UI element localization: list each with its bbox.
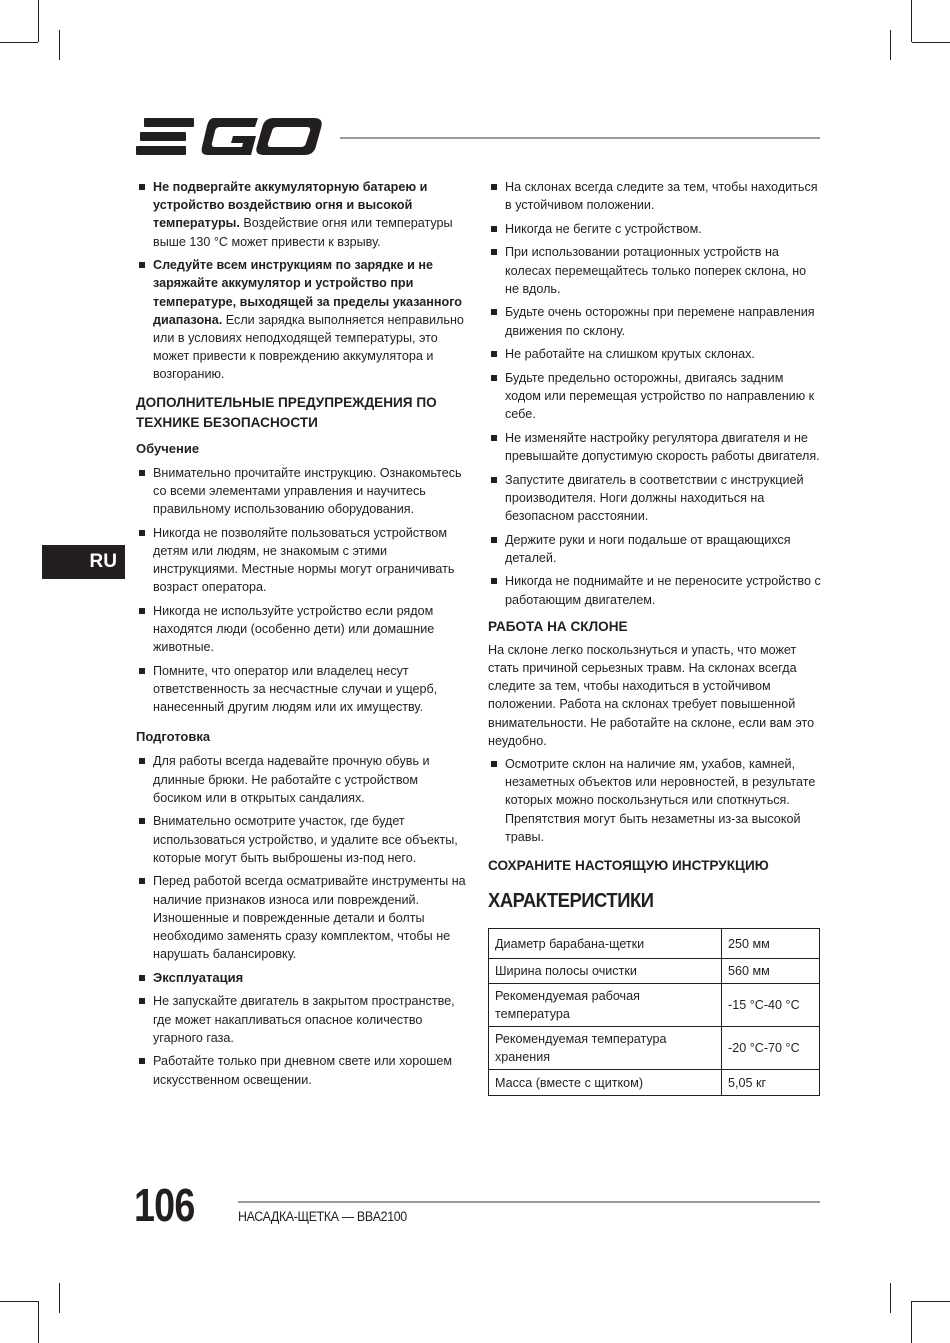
footer-rule [238, 1201, 820, 1203]
spec-label: Диаметр барабана-щетки [489, 929, 722, 959]
spec-label: Рекомендуемая рабочая температура [489, 984, 722, 1027]
preparation-list [136, 752, 468, 1088]
item-text: Воздействие огня или температуры выше 130 °C может привести к взрыву. [153, 216, 453, 249]
table-row [489, 959, 820, 984]
slope-title: РАБОТА НА СКЛОНЕ [488, 618, 628, 634]
list-item: Никогда не бегите с устройством. [488, 220, 822, 238]
spec-value: 5,05 кг [722, 1070, 820, 1096]
list-item: На склонах всегда следите за тем, чтобы находиться в устойчивом положении. [488, 178, 822, 214]
slope-list [488, 755, 822, 846]
crop-mark [38, 1301, 39, 1343]
save-instructions-title: СОХРАНИТЕ НАСТОЯЩУЮ ИНСТРУКЦИЮ [488, 858, 769, 874]
section-title: ДОПОЛНИТЕЛЬНЫЕ ПРЕДУПРЕЖДЕНИЯ ПО ТЕХНИКЕ БЕЗОПАСНОСТИ [136, 394, 437, 430]
list-item: Перед работой всегда осматривайте инструменты на наличие признаков износа или повреждений. Изношенные и поврежденные детали и болты необходимо заменять сразу комплектом, чтобы не нарушать балансировку. [136, 872, 468, 963]
spec-value: -15 °C-40 °C [722, 984, 820, 1027]
spec-value: 560 мм [722, 959, 820, 984]
table-row [489, 984, 820, 1027]
list-item: Никогда не используйте устройство если рядом находятся люди (особенно дети) или домашние животные. [136, 602, 468, 657]
list-item: Будьте очень осторожны при перемене направления движения по склону. [488, 303, 822, 339]
list-item: При использовании ротационных устройств на колесах перемещайтесь только поперек склона, но не вдоль. [488, 243, 822, 298]
list-item: Никогда не поднимайте и не переносите устройство с работающим двигателем. [488, 572, 822, 608]
crop-mark [59, 1283, 60, 1313]
list-item: Держите руки и ноги подальше от вращающихся деталей. [488, 531, 822, 567]
crop-mark [59, 30, 60, 60]
specs-title: ХАРАКТЕРИСТИКИ [488, 890, 654, 913]
table-row [489, 929, 820, 959]
right-column [488, 178, 822, 1096]
crop-mark [911, 0, 912, 42]
bold-lead: Следуйте всем инструкциям по зарядке и не заряжайте аккумулятор и устройство при температуре, выходящей за пределы указанного диапазона. [153, 258, 462, 327]
list-item: Помните, что оператор или владелец несут ответственность за несчастные случаи и ущерб, нанесенный другим людям или их имуществу. [136, 662, 468, 717]
list-item: Запустите двигатель в соответствии с инструкцией производителя. Ноги должны находиться на безопасном расстоянии. [488, 471, 822, 526]
spec-value: -20 °C-70 °C [722, 1027, 820, 1070]
list-item: Не изменяйте настройку регулятора двигателя и не превышайте допустимую скорость работы двигателя. [488, 429, 822, 465]
operation-continued-list [488, 178, 822, 609]
training-list [136, 464, 468, 717]
language-tab: RU [42, 545, 125, 579]
training-title: Обучение [136, 440, 200, 456]
list-item: Будьте предельно осторожны, двигаясь задним ходом или перемещая устройство по направлению к себе. [488, 369, 822, 424]
table-row [489, 1027, 820, 1070]
crop-mark [912, 1301, 950, 1302]
page-number: 106 [134, 1179, 195, 1231]
crop-mark [890, 1283, 891, 1313]
specs-table [488, 928, 820, 1096]
crop-mark [0, 42, 38, 43]
ego-logo [136, 116, 322, 158]
list-item: Не работайте на слишком крутых склонах. [488, 345, 822, 363]
spec-label: Рекомендуемая температура хранения [489, 1027, 722, 1070]
list-item: Внимательно прочитайте инструкцию. Ознакомьтесь со всеми элементами управления и научитесь правильному использованию оборудования. [136, 464, 468, 519]
list-item: Внимательно осмотрите участок, где будет использоваться устройство, и удалите все объекты, которые могут быть выброшены из-под него. [136, 812, 468, 867]
list-item: Для работы всегда надевайте прочную обувь и длинные брюки. Не работайте с устройством босиком или в открытых сандалиях. [136, 752, 468, 807]
list-item: Никогда не позволяйте пользоваться устройством детям или людям, не знакомым с этими инструкциями. Местные нормы могут ограничивать возраст оператора. [136, 524, 468, 597]
operation-title: Эксплуатация [136, 969, 468, 987]
crop-mark [38, 0, 39, 42]
preparation-title: Подготовка [136, 729, 211, 745]
list-item [136, 256, 468, 383]
crop-mark [890, 30, 891, 60]
slope-paragraph: На склоне легко поскользнуться и упасть, что может стать причиной серьезных травм. На склонах всегда следите за тем, чтобы находиться в устойчивом положении. Работа на склонах требует повышенной внимательности. Не работайте на склоне, если вам это неудобно. [488, 642, 815, 748]
crop-mark [911, 1301, 912, 1343]
crop-mark [0, 1301, 38, 1302]
list-item: Не запускайте двигатель в закрытом пространстве, где может накапливаться опасное количество угарного газа. [136, 992, 468, 1047]
bold-lead: Не подвергайте аккумуляторную батарею и устройство воздействию огня и высокой температуры. [153, 180, 428, 231]
spec-label: Ширина полосы очистки [489, 959, 722, 984]
crop-mark [912, 42, 950, 43]
list-item: Работайте только при дневном свете или хорошем искусственном освещении. [136, 1052, 468, 1088]
footer-title: НАСАДКА-ЩЕТКА — BBA2100 [238, 1209, 407, 1224]
spec-value: 250 мм [722, 929, 820, 959]
spec-label: Масса (вместе с щитком) [489, 1070, 722, 1096]
left-column [136, 178, 468, 1094]
list-item: Осмотрите склон на наличие ям, ухабов, камней, незаметных объектов или неровностей, в результате которых можно поскользнуться или споткнуться. Препятствия могут быть незаметны из-за высокой травы. [488, 755, 822, 846]
list-item [136, 178, 468, 251]
table-row [489, 1070, 820, 1096]
header-rule [340, 137, 820, 139]
item-text: Если зарядка выполняется неправильно или в условиях неподходящей температуры, это может привести к повреждению аккумулятора и возгоранию. [153, 312, 464, 382]
intro-list [136, 178, 468, 384]
